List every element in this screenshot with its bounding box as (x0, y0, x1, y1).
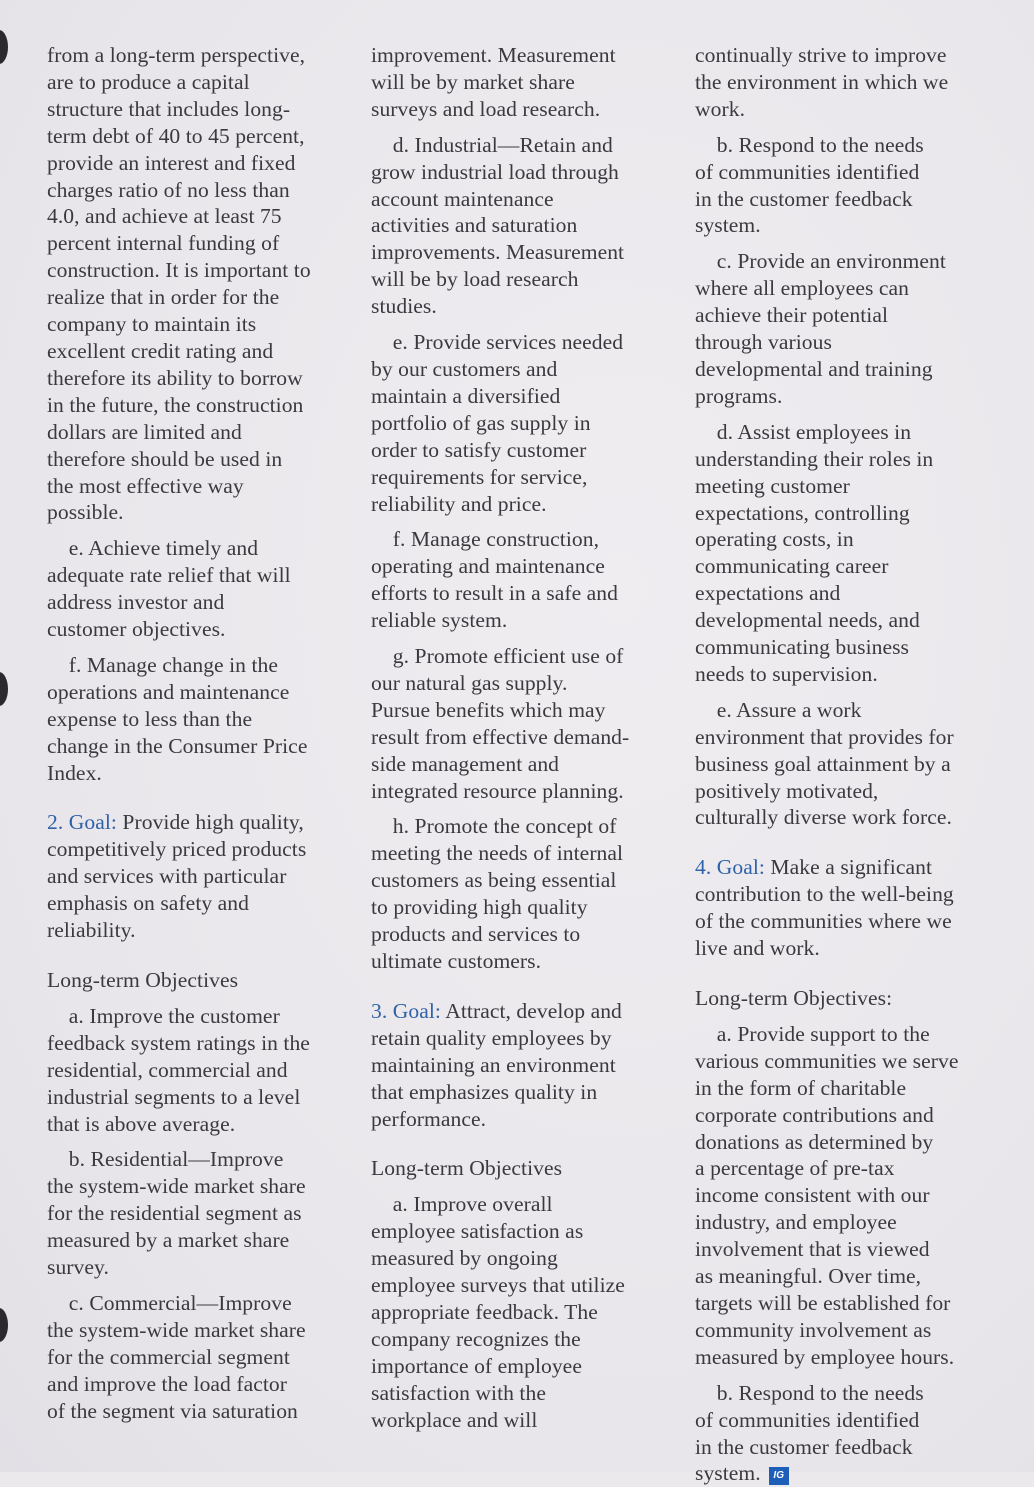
end-mark-logo: IG (769, 1467, 789, 1485)
objective-a-employee-satisfaction: a. Improve overall employee satisfaction as measured by ongoing employee surveys that utilize appropriate feedback. The company recognizes the importance of employee satisfaction with the workplace and will (371, 1192, 625, 1432)
goal-3-text: Attract, develop and retain quality employees by maintaining an environment that emphasizes quality in performance. (371, 998, 622, 1131)
goal-2-label: 2. Goal: (47, 810, 117, 835)
objectives-heading: Long-term Objectives (371, 1156, 563, 1181)
objective-a-customer-feedback: a. Improve the customer feedback system ratings in the residential, commercial and industrial segments to a level that is above average. (47, 1003, 310, 1136)
objective-b-community-needs (695, 1380, 958, 1487)
objectives-heading: Long-term Objectives: (695, 986, 893, 1010)
goal-4-text: Make a significant contribution to the well-being of the communities where we live and work. (695, 855, 954, 961)
binder-hole (0, 672, 8, 706)
objective-e-rate-relief: e. Achieve timely and adequate rate relief that will address investor and customer objectives. (47, 536, 291, 642)
text-column-1 (47, 42, 311, 1425)
text-column-3 (695, 42, 958, 1487)
paragraph-funding: from a long-term perspective, are to produce a capital structure that includes long- term debt of 40 to 45 percent, provide an interest and fixed charges ratio of no less than 4.0, and achieve at least 75 percent internal funding of construction. It is important to realize that in order for the company to maintain its excellent credit rating and therefore its ability to borrow in the future, the construction dollars are limited and therefore should be used in the most effective way possible. (47, 43, 311, 525)
objective-a-community-support: a. Provide support to the various communities we serve in the form of charitable corporate contributions and donations as determined by a percentage of pre-tax income consistent with our industry, and employee involvement that is viewed as meaningful. Over time, targets will be established for community involvement as measured by employee hours. (695, 1021, 959, 1369)
objective-b-residential: b. Residential—Improve the system-wide market share for the residential segment as measured by a market share survey. (47, 1147, 306, 1280)
binder-hole (0, 1308, 8, 1342)
goal-3 (371, 998, 629, 1133)
goal-3-label: 3. Goal: (371, 998, 441, 1023)
goal-4-label: 4. Goal: (695, 855, 765, 880)
goal-2 (47, 809, 311, 944)
goal-2-text: Provide high quality, competitively priced products and services with particular emphasis on safety and reliability. (47, 810, 307, 943)
goal-4 (695, 854, 958, 962)
paragraph-environment: continually strive to improve the environment in which we work. (695, 43, 949, 121)
objective-c-environment: c. Provide an environment where all employees can achieve their potential through various developmental and training programs. (695, 249, 946, 408)
binder-hole (0, 30, 8, 64)
objective-d-industrial: d. Industrial—Retain and grow industrial load through account maintenance activities and saturation improvements. Measurement will be by load research studies. (371, 132, 625, 319)
objective-f-om-expense: f. Manage change in the operations and maintenance expense to less than the change in the Consumer Price Index. (47, 652, 308, 785)
paragraph-measurement: improvement. Measurement will be by market share surveys and load research. (371, 43, 616, 121)
objective-e-work-environment: e. Assure a work environment that provides for business goal attainment by a positively motivated, culturally diverse work force. (695, 697, 954, 830)
objective-g-gas-supply: g. Promote efficient use of our natural gas supply. Pursue benefits which may result from effective demand- side management and integrated resource planning. (371, 644, 630, 803)
objective-f-construction: f. Manage construction, operating and maintenance efforts to result in a safe and reliable system. (371, 527, 618, 633)
objective-d-assist-employees: d. Assist employees in understanding their roles in meeting customer expectations, controlling operating costs, in communicating career expectations and developmental needs, and communicating business needs to supervision. (695, 419, 934, 686)
text-column-2 (371, 42, 629, 1434)
objective-b-wages: b. Respond to the needs of communities identified in the customer feedback system. (695, 132, 924, 238)
objective-e-services: e. Provide services needed by our customers and maintain a diversified portfolio of gas supply in order to satisfy customer requirements for service, reliability and price. (371, 330, 624, 516)
objective-b-community-needs-text: b. Respond to the needs of communities identified in the customer feedback system. (695, 1380, 924, 1486)
objectives-heading: Long-term Objectives (47, 968, 239, 992)
objective-h-internal-customers: h. Promote the concept of meeting the needs of internal customers as being essential to providing high quality products and services to ultimate customers. (371, 814, 624, 973)
objective-c-commercial: c. Commercial—Improve the system-wide market share for the commercial segment and improve the load factor of the segment via saturation (47, 1290, 306, 1423)
